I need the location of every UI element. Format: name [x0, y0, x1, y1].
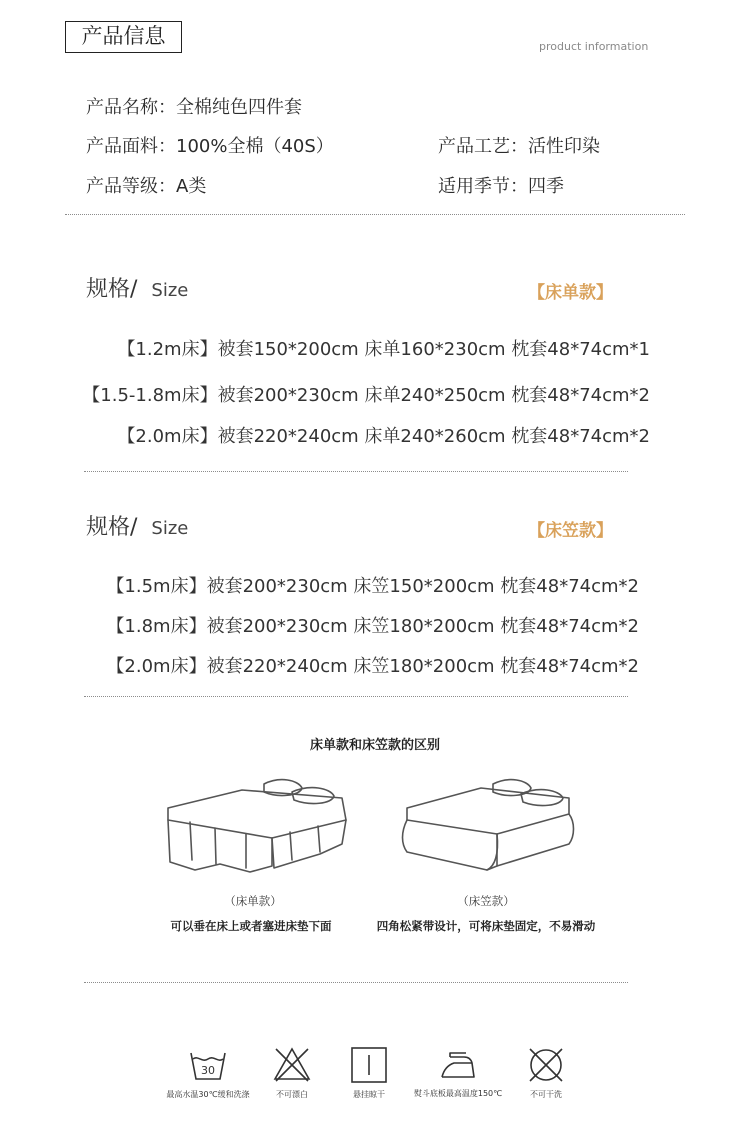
flat-sheet-bed-illustration — [160, 770, 350, 880]
spec-row: 【1.5m床】被套200*230cm 床笠150*200cm 枕套48*74cm*2 — [106, 576, 639, 597]
spec-row: 【2.0m床】被套220*240cm 床笠180*200cm 枕套48*74cm*2 — [106, 656, 639, 677]
sheet-style-tag: 【床单款】 — [528, 283, 613, 303]
spec-heading-en: Size — [151, 518, 189, 539]
divider — [65, 214, 685, 215]
section-title: 产品信息 — [65, 21, 182, 53]
fitted-sheet-bed-illustration — [393, 770, 583, 880]
wash-temp: 30 — [201, 1064, 215, 1077]
product-name: 产品名称：全棉纯色四件套 — [86, 97, 302, 118]
spec-row: 【1.5-1.8m床】被套200*230cm 床单240*250cm 枕套48*74cm*2 — [82, 385, 650, 406]
care-item — [438, 1045, 478, 1089]
care-item — [526, 1045, 566, 1089]
wash-30-icon — [188, 1045, 228, 1085]
divider — [84, 471, 628, 472]
divider — [84, 982, 628, 983]
no-bleach-icon — [272, 1045, 312, 1085]
product-season: 适用季节：四季 — [438, 176, 564, 197]
spec-row: 【1.8m床】被套200*230cm 床笠180*200cm 枕套48*74cm*2 — [106, 616, 639, 637]
product-grade: 产品等级：A类 — [86, 176, 207, 197]
spec-heading-en: Size — [151, 280, 189, 301]
sheet-description: 可以垂在床上或者塞进床垫下面 — [170, 919, 332, 933]
spec-heading-cn: 规格/ — [86, 515, 138, 540]
care-label: 不可干洗 — [530, 1090, 562, 1099]
care-label: 最高水温30℃缓和洗涤 — [166, 1090, 250, 1099]
spec-row: 【2.0m床】被套220*240cm 床单240*260cm 枕套48*74cm*2 — [117, 426, 650, 447]
spec-heading — [86, 272, 188, 303]
iron-icon — [438, 1045, 478, 1085]
fitted-description: 四角松紧带设计，可将床垫固定，不易滑动 — [376, 919, 596, 933]
product-craft: 产品工艺：活性印染 — [438, 136, 600, 157]
product-fabric: 产品面料：100%全棉（40S） — [86, 136, 334, 157]
divider — [84, 696, 628, 697]
difference-title: 床单款和床笠款的区别 — [309, 738, 440, 753]
fitted-caption: （床笠款） — [457, 894, 515, 908]
care-label: 熨斗底板最高温度150℃ — [413, 1089, 503, 1098]
no-dry-clean-icon — [526, 1045, 566, 1085]
fitted-style-tag: 【床笠款】 — [528, 521, 613, 541]
spec-heading — [86, 510, 188, 541]
hang-dry-icon — [349, 1045, 389, 1085]
spec-heading-cn: 规格/ — [86, 277, 138, 302]
care-item — [349, 1045, 389, 1089]
care-label: 悬挂晾干 — [353, 1090, 385, 1099]
sheet-caption: （床单款） — [224, 894, 282, 908]
care-item — [188, 1045, 228, 1089]
care-label: 不可漂白 — [276, 1090, 308, 1099]
section-subtitle: product information — [539, 40, 649, 53]
spec-row: 【1.2m床】被套150*200cm 床单160*230cm 枕套48*74cm*1 — [117, 339, 650, 360]
care-item — [272, 1045, 312, 1089]
